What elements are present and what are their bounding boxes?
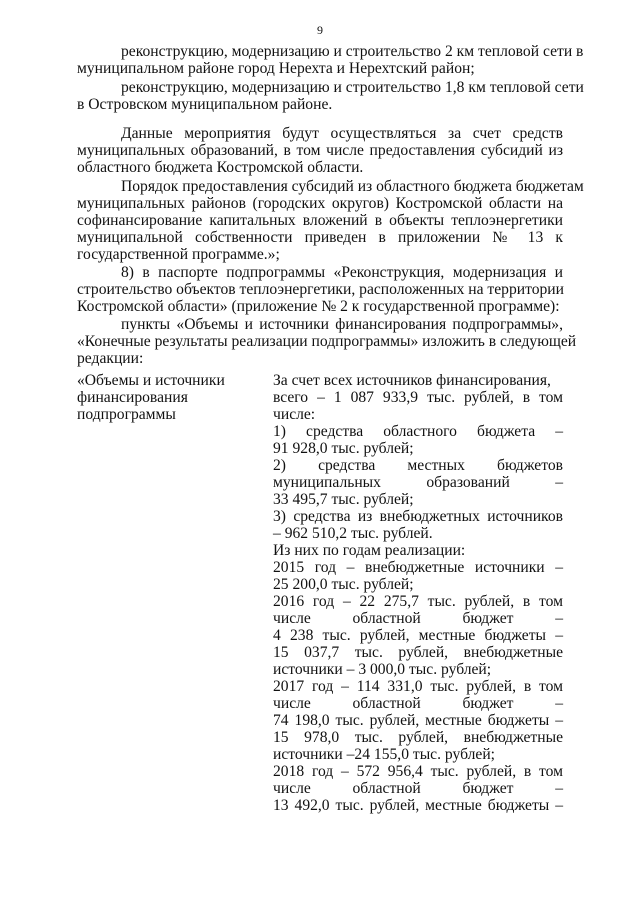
text-line: Данные мероприятия будут осуществляться за счет средств (121, 125, 563, 142)
text-line: редакции: (77, 350, 144, 367)
text-line: 2016 год – 22 275,7 тыс. рублей, в том (273, 593, 563, 610)
text-line: областного бюджета Костромской области. (77, 159, 364, 176)
text-line: всего – 1 087 933,9 тыс. рублей, в том (273, 389, 563, 406)
paragraph-heat-network-nerekhta (77, 43, 584, 77)
text-line: 2018 год – 572 956,4 тыс. рублей, в том (273, 763, 563, 780)
text-line: 13 492,0 тыс. рублей, местные бюджеты – (273, 797, 563, 814)
text-line: государственной программе.»; (77, 246, 280, 263)
text-line: 15 037,7 тыс. рублей, внебюджетные (273, 644, 563, 661)
text-line: 2015 год – внебюджетные источники – (273, 559, 563, 576)
text-line: строительство объектов теплоэнергетики, расположенных на территории (77, 281, 564, 298)
text-line: 2017 год – 114 331,0 тыс. рублей, в том (273, 678, 563, 695)
paragraph-subsidy-procedure (77, 178, 584, 263)
text-line: Порядок предоставления субсидий из областного бюджета бюджетам (121, 178, 584, 195)
text-line: муниципальных образований – (273, 474, 563, 491)
text-line: финансирования (77, 389, 188, 406)
text-line: муниципальном районе город Нерехта и Нерехтский район; (77, 60, 475, 77)
paragraph-item-8 (77, 264, 563, 315)
text-line: Из них по годам реализации: (273, 542, 466, 559)
text-line: «Объемы и источники (77, 372, 225, 389)
text-line: подпрограммы (77, 406, 176, 423)
text-line: в Островском муниципальном районе. (77, 96, 333, 113)
text-line: источники –24 155,0 тыс. рублей; (273, 746, 496, 763)
text-line: 25 200,0 тыс. рублей; (273, 576, 414, 593)
text-line: числе областной бюджет – (273, 695, 563, 712)
table-label-cell (77, 372, 271, 423)
paragraph-points-to-amend (77, 316, 577, 367)
text-line: муниципальной собственности приведен в приложении № 13 к (77, 229, 563, 246)
text-line: 4 238 тыс. рублей, местные бюджеты – (273, 627, 563, 644)
text-line: 33 495,7 тыс. рублей; (273, 491, 414, 508)
text-line: «Конечные результаты реализации подпрограммы» изложить в следующей (77, 333, 577, 350)
paragraph-heat-network-ostrovsky (77, 79, 584, 113)
text-line: пункты «Объемы и источники финансирования подпрограммы», (121, 316, 563, 333)
text-line: 74 198,0 тыс. рублей, местные бюджеты – (273, 712, 563, 729)
text-line: муниципальных районов (городских округов) Костромской области на (77, 195, 563, 212)
table-value-cell (273, 372, 563, 814)
text-line: За счет всех источников финансирования, (273, 372, 551, 389)
text-line: реконструкцию, модернизацию и строительство 1,8 км тепловой сети (121, 79, 584, 96)
text-line: Костромской области» (приложение № 2 к государственной программе): (77, 298, 560, 315)
text-line: – 962 510,2 тыс. рублей. (273, 525, 433, 542)
text-line: 15 978,0 тыс. рублей, внебюджетные (273, 729, 563, 746)
paragraph-funding-sources (77, 125, 563, 176)
text-line: муниципальных образований, в том числе предоставления субсидий из (77, 142, 563, 159)
text-line: числе областной бюджет – (273, 610, 563, 627)
text-line: числе областной бюджет – (273, 780, 563, 797)
text-line: 91 928,0 тыс. рублей; (273, 440, 414, 457)
text-line: числе: (273, 406, 316, 423)
text-line: софинансирование капитальных вложений в объекты теплоэнергетики (77, 212, 563, 229)
text-line: 1) средства областного бюджета – (273, 423, 563, 440)
page-number: 9 (317, 23, 323, 37)
text-line: 3) средства из внебюджетных источников (273, 508, 563, 525)
text-line: источники – 3 000,0 тыс. рублей; (273, 661, 492, 678)
text-line: 2) средства местных бюджетов (273, 457, 563, 474)
text-line: реконструкцию, модернизацию и строительство 2 км тепловой сети в (121, 43, 584, 60)
text-line: 8) в паспорте подпрограммы «Реконструкция, модернизация и (121, 264, 563, 281)
